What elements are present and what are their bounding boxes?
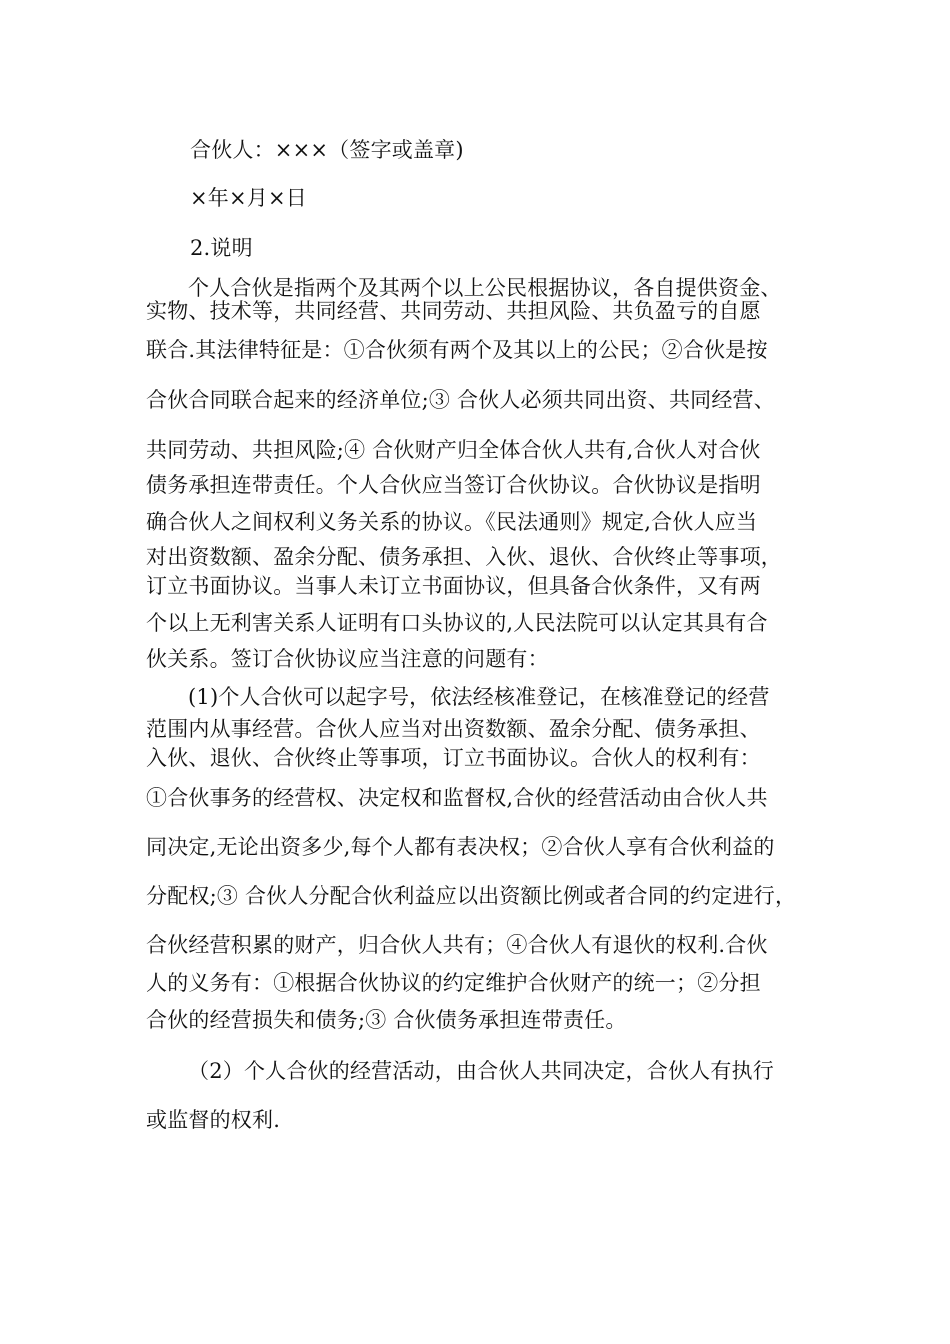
paragraph-line: 实物、技术等，共同经营、共同劳动、共担风险、共负盈亏的自愿 bbox=[146, 299, 761, 323]
paragraph-line: 入伙、退伙、合伙终止等事项，订立书面协议。合伙人的权利有： bbox=[146, 746, 761, 770]
paragraph-line: 个以上无利害关系人证明有口头协议的,人民法院可以认定其具有合 bbox=[146, 611, 768, 635]
date-line: ×年×月×日 bbox=[190, 186, 307, 210]
paragraph-line: 订立书面协议。当事人未订立书面协议，但具备合伙条件，又有两 bbox=[146, 574, 761, 598]
paragraph-line: 同决定,无论出资多少,每个人都有表决权；②合伙人享有合伙利益的 bbox=[146, 835, 775, 859]
paragraph-line: 对出资数额、盈余分配、债务承担、入伙、退伙、合伙终止等事项， bbox=[146, 545, 782, 569]
paragraph-line: 分配权;③ 合伙人分配合伙利益应以出资额比例或者合同的约定进行， bbox=[146, 884, 797, 908]
paragraph-line: 联合.其法律特征是：①合伙须有两个及其以上的公民；②合伙是按 bbox=[146, 338, 768, 362]
paragraph-line: 合伙经营积累的财产，归合伙人共有；④合伙人有退伙的权利.合伙 bbox=[146, 933, 768, 957]
paragraph-line: 确合伙人之间权利义务关系的协议。《民法通则》规定,合伙人应当 bbox=[146, 510, 758, 534]
paragraph-line: 合伙的经营损失和债务;③ 合伙债务承担连带责任。 bbox=[146, 1008, 627, 1032]
paragraph-line: 人的义务有：①根据合伙协议的约定维护合伙财产的统一；②分担 bbox=[146, 971, 761, 995]
signature-line: 合伙人：×××（签字或盖章) bbox=[190, 138, 464, 162]
paragraph-line: 或监督的权利. bbox=[146, 1108, 281, 1132]
paragraph-line: 债务承担连带责任。个人合伙应当签订合伙协议。合伙协议是指明 bbox=[146, 473, 761, 497]
paragraph-line: （2）个人合伙的经营活动，由合伙人共同决定，合伙人有执行 bbox=[188, 1059, 774, 1083]
paragraph-line: 伙关系。签订合伙协议应当注意的问题有： bbox=[146, 647, 549, 671]
paragraph-line: ①合伙事务的经营权、决定权和监督权,合伙的经营活动由合伙人共 bbox=[146, 786, 768, 810]
section-heading: 2.说明 bbox=[190, 236, 253, 260]
paragraph-line: 合伙合同联合起来的经济单位;③ 合伙人必须共同出资、共同经营、 bbox=[146, 388, 775, 412]
paragraph-line: 个人合伙是指两个及其两个以上公民根据协议，各自提供资金、 bbox=[188, 276, 782, 300]
paragraph-line: 范围内从事经营。合伙人应当对出资数额、盈余分配、债务承担、 bbox=[146, 717, 761, 741]
paragraph-line: (1)个人合伙可以起字号，依法经核准登记，在核准登记的经营 bbox=[188, 685, 770, 709]
paragraph-line: 共同劳动、共担风险;④ 合伙财产归全体合伙人共有,合伙人对合伙 bbox=[146, 438, 761, 462]
